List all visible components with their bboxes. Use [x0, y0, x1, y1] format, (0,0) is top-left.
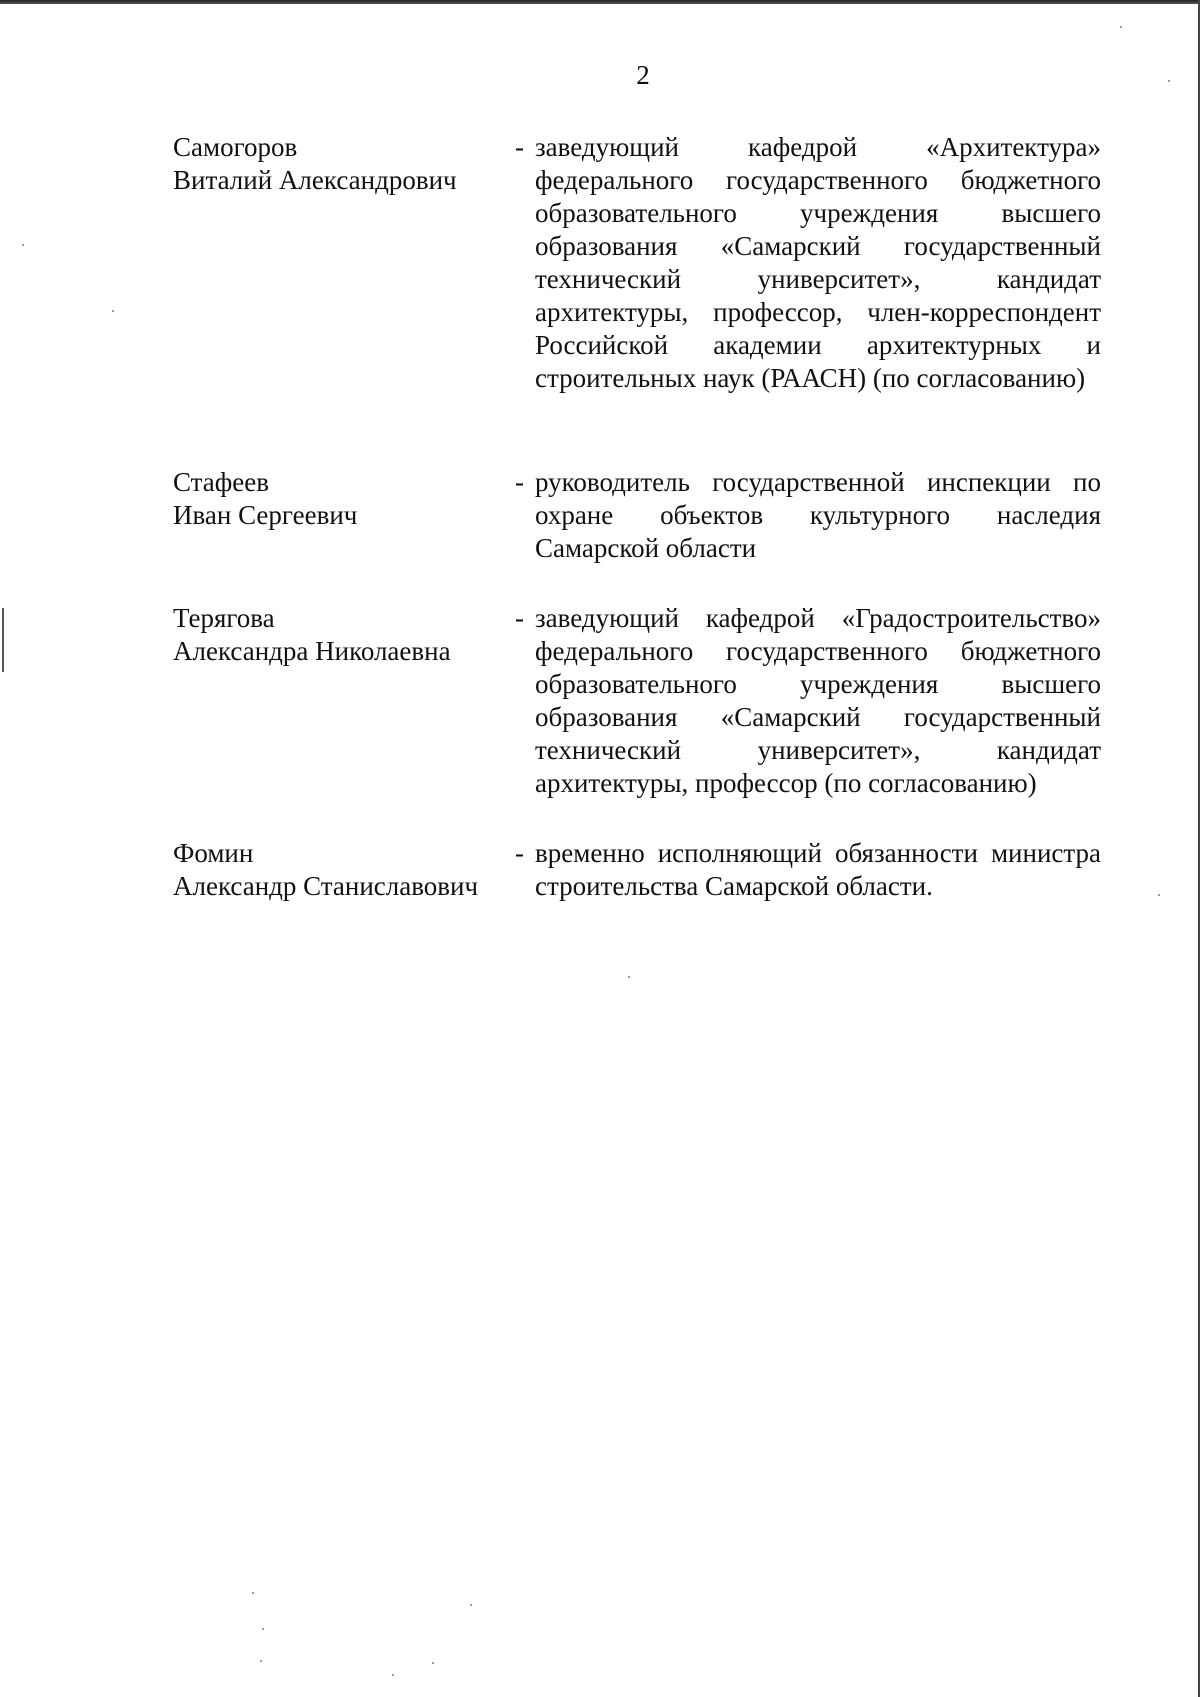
scan-left-mark [2, 608, 4, 672]
entry-dash: - [515, 467, 524, 497]
member-name [173, 602, 503, 668]
member-given-names: Александр Станиславович [173, 871, 479, 901]
entry-dash: - [515, 132, 524, 162]
member-position: заведующий кафедрой «Архитектура» федерального государственного бюджетного образовательного учреждения высшего образования «Самарский государственный технический университет», кандидат архитектуры, профессор, член-корреспондент Российской академии архитектурных и строительных наук (РААСН) (по согласованию) [535, 132, 1101, 393]
scan-speck [1158, 894, 1160, 896]
member-given-names: Виталий Александрович [173, 165, 457, 195]
member-position: заведующий кафедрой «Градостроительство» федерального государственного бюджетного образовательного учреждения высшего образования «Самарский государственный технический университет», кандидат архитектуры, профессор (по согласованию) [535, 603, 1101, 798]
scan-speck [22, 244, 24, 246]
member-position: временно исполняющий обязанности министра строительства Самарской области. [535, 838, 1101, 901]
scan-speck [628, 976, 630, 978]
member-surname: Стафеев [173, 467, 269, 497]
page-number: 2 [636, 60, 650, 90]
member-position: руководитель государственной инспекции по охране объектов культурного наследия Самарской области [535, 467, 1101, 563]
member-name [173, 837, 503, 903]
scan-speck [392, 1674, 394, 1676]
scan-speck [260, 1660, 262, 1662]
member-name [173, 131, 503, 197]
entry-dash: - [515, 838, 524, 868]
scan-speck [1120, 26, 1122, 28]
scan-speck [262, 1628, 264, 1630]
scan-speck [252, 1592, 254, 1594]
scan-speck [470, 1604, 472, 1606]
member-given-names: Александра Николаевна [173, 636, 451, 666]
scan-speck [1168, 80, 1170, 82]
member-name [173, 466, 503, 532]
scan-speck [432, 1662, 434, 1664]
member-surname: Фомин [173, 838, 254, 868]
member-given-names: Иван Сергеевич [173, 500, 358, 530]
scan-top-border [0, 0, 1200, 4]
entry-dash: - [515, 603, 524, 633]
scan-speck [112, 310, 114, 312]
member-surname: Самогоров [173, 132, 298, 162]
member-surname: Терягова [173, 603, 275, 633]
